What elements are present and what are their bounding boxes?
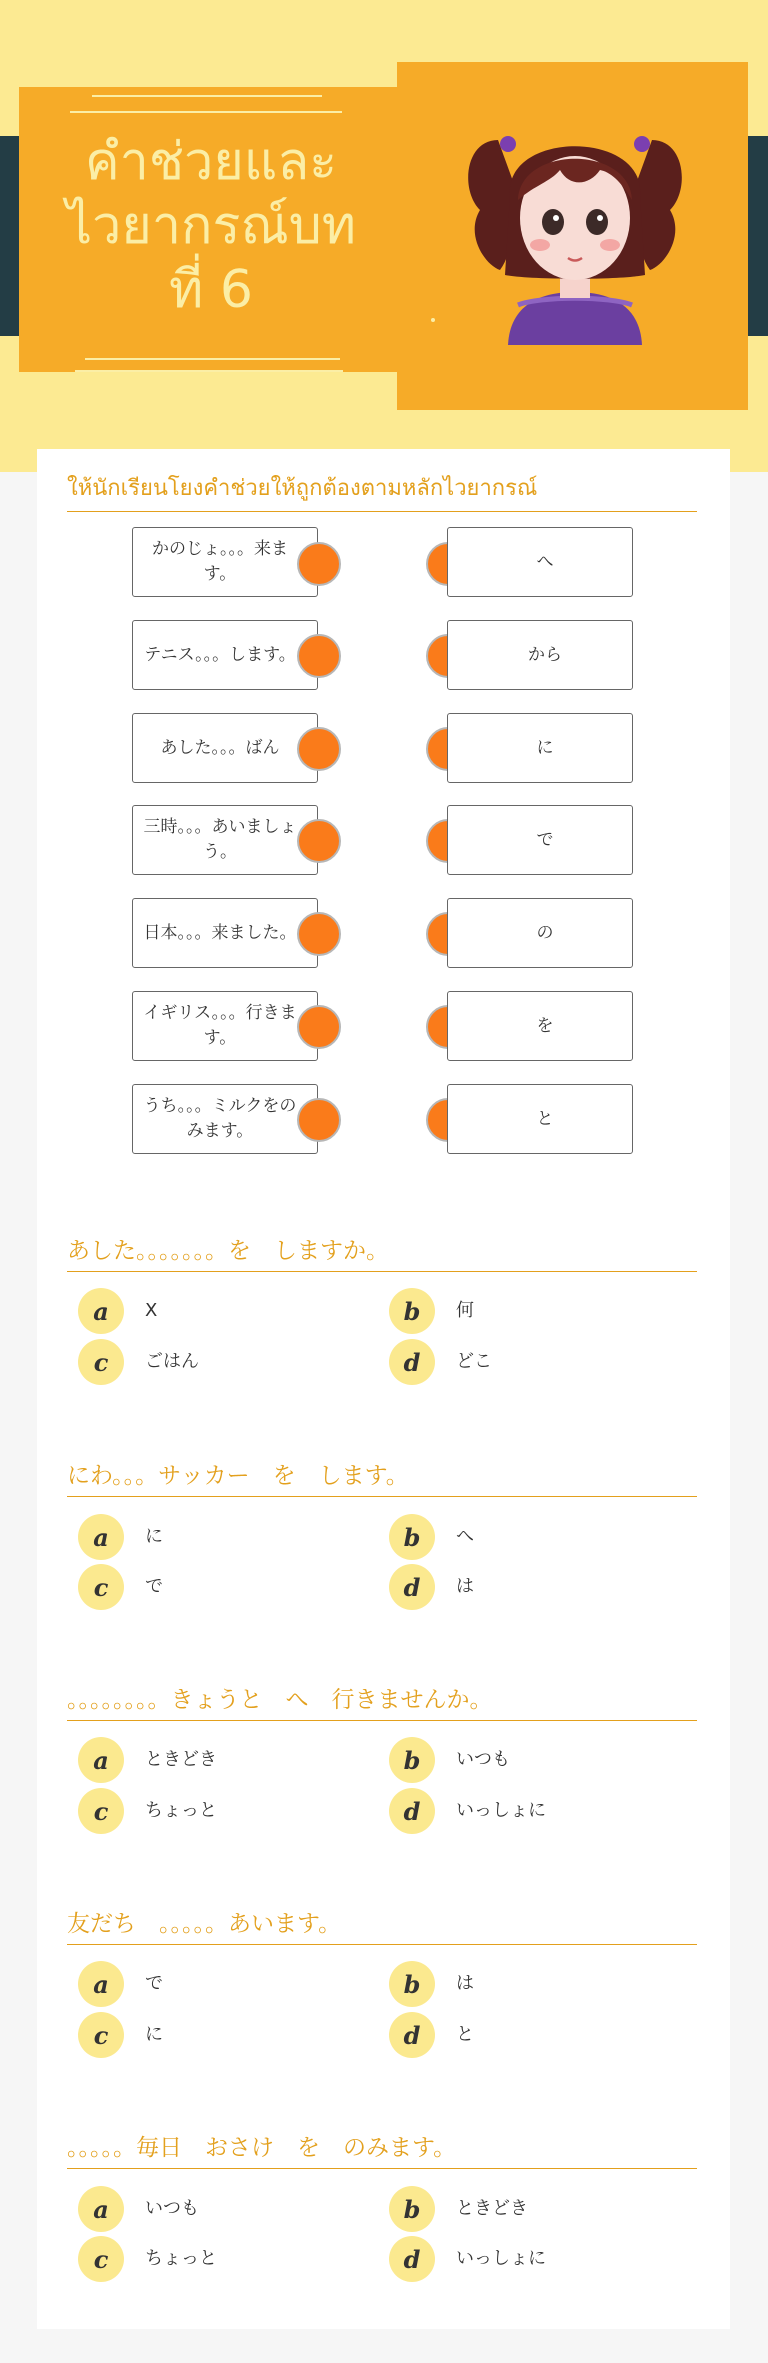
option-text[interactable]: いつも: [145, 2198, 199, 2219]
title-decor-line: [75, 370, 343, 372]
title-line: คำช่วยและ: [84, 132, 338, 192]
option-badge-b[interactable]: b: [389, 2186, 435, 2232]
question-prompt: 。。。。。。。。きょうと へ 行きませんか。: [67, 1681, 697, 1721]
question-prompt: 友だち 。。。。。あいます。: [67, 1905, 697, 1945]
title-decor-line: [85, 358, 340, 360]
option-badge-c[interactable]: c: [78, 1788, 124, 1834]
option-badge-b[interactable]: b: [389, 1514, 435, 1560]
option-badge-b[interactable]: b: [389, 1288, 435, 1334]
option-badge-d[interactable]: d: [389, 1564, 435, 1610]
match-left-item[interactable]: 三時。。。あいましょう。: [132, 805, 318, 875]
match-left-item[interactable]: かのじょ。。。来ます。: [132, 527, 318, 597]
option-badge-d[interactable]: d: [389, 2012, 435, 2058]
option-badge-a[interactable]: a: [78, 1737, 124, 1783]
connector-handle[interactable]: [297, 912, 341, 956]
option-badge-d[interactable]: d: [389, 1788, 435, 1834]
option-badge-a[interactable]: a: [78, 2186, 124, 2232]
girl-avatar-icon: [460, 100, 690, 345]
option-badge-b[interactable]: b: [389, 1961, 435, 2007]
match-right-item[interactable]: へ: [447, 527, 633, 597]
option-badge-c[interactable]: c: [78, 2012, 124, 2058]
option-badge-d[interactable]: d: [389, 1339, 435, 1385]
match-left-item[interactable]: イギリス。。。行きます。: [132, 991, 318, 1061]
option-text[interactable]: いつも: [456, 1749, 510, 1770]
question-prompt: あした。。。。。。。を しますか。: [67, 1232, 697, 1272]
option-text[interactable]: 何: [456, 1300, 474, 1321]
title-line: ไวยากรณ์บท: [66, 196, 356, 256]
option-badge-a[interactable]: a: [78, 1514, 124, 1560]
option-text[interactable]: に: [145, 2024, 163, 2045]
match-right-item[interactable]: と: [447, 1084, 633, 1154]
option-text[interactable]: は: [456, 1576, 474, 1597]
decor-dot: [431, 318, 435, 322]
option-text[interactable]: いっしょに: [456, 2248, 546, 2269]
question-prompt: にわ。。。サッカー を します。: [67, 1457, 697, 1497]
connector-handle[interactable]: [297, 1098, 341, 1142]
match-left-item[interactable]: 日本。。。来ました。: [132, 898, 318, 968]
match-left-item[interactable]: テニス。。。します。: [132, 620, 318, 690]
title-line: ที่ 6: [169, 260, 253, 320]
option-text[interactable]: ちょっと: [145, 1800, 217, 1821]
option-text[interactable]: いっしょに: [456, 1800, 546, 1821]
option-badge-c[interactable]: c: [78, 2236, 124, 2282]
option-text[interactable]: ごはん: [145, 1351, 199, 1372]
option-badge-c[interactable]: c: [78, 1564, 124, 1610]
option-badge-b[interactable]: b: [389, 1737, 435, 1783]
match-right-item[interactable]: の: [447, 898, 633, 968]
option-text[interactable]: ときどき: [145, 1749, 217, 1770]
page-title: [19, 130, 403, 322]
match-right-item[interactable]: で: [447, 805, 633, 875]
option-text[interactable]: は: [456, 1973, 474, 1994]
connector-handle[interactable]: [297, 1005, 341, 1049]
connector-handle[interactable]: [297, 542, 341, 586]
question-prompt: 。。。。。毎日 おさけ を のみます。: [67, 2129, 697, 2169]
matching-instruction: ให้นักเรียนโยงคำช่วยให้ถูกต้องตามหลักไวยากรณ์: [67, 470, 697, 512]
option-text[interactable]: ちょっと: [145, 2248, 217, 2269]
option-text[interactable]: で: [145, 1973, 163, 1994]
connector-handle[interactable]: [297, 819, 341, 863]
match-right-item[interactable]: に: [447, 713, 633, 783]
option-badge-a[interactable]: a: [78, 1288, 124, 1334]
option-text[interactable]: で: [145, 1576, 163, 1597]
match-right-item[interactable]: から: [447, 620, 633, 690]
option-text[interactable]: へ: [456, 1526, 474, 1547]
option-badge-d[interactable]: d: [389, 2236, 435, 2282]
option-text[interactable]: ときどき: [456, 2198, 528, 2219]
option-text[interactable]: と: [456, 2024, 474, 2045]
connector-handle[interactable]: [297, 634, 341, 678]
title-decor-line: [70, 111, 342, 113]
connector-handle[interactable]: [297, 727, 341, 771]
match-right-item[interactable]: を: [447, 991, 633, 1061]
match-left-item[interactable]: あした。。。ばん: [132, 713, 318, 783]
title-decor-line: [92, 95, 322, 97]
option-badge-c[interactable]: c: [78, 1339, 124, 1385]
option-badge-a[interactable]: a: [78, 1961, 124, 2007]
option-text[interactable]: どこ: [456, 1351, 492, 1372]
match-left-item[interactable]: うち。。。ミルクをのみます。: [132, 1084, 318, 1154]
option-text[interactable]: X: [145, 1300, 158, 1321]
option-text[interactable]: に: [145, 1526, 163, 1547]
